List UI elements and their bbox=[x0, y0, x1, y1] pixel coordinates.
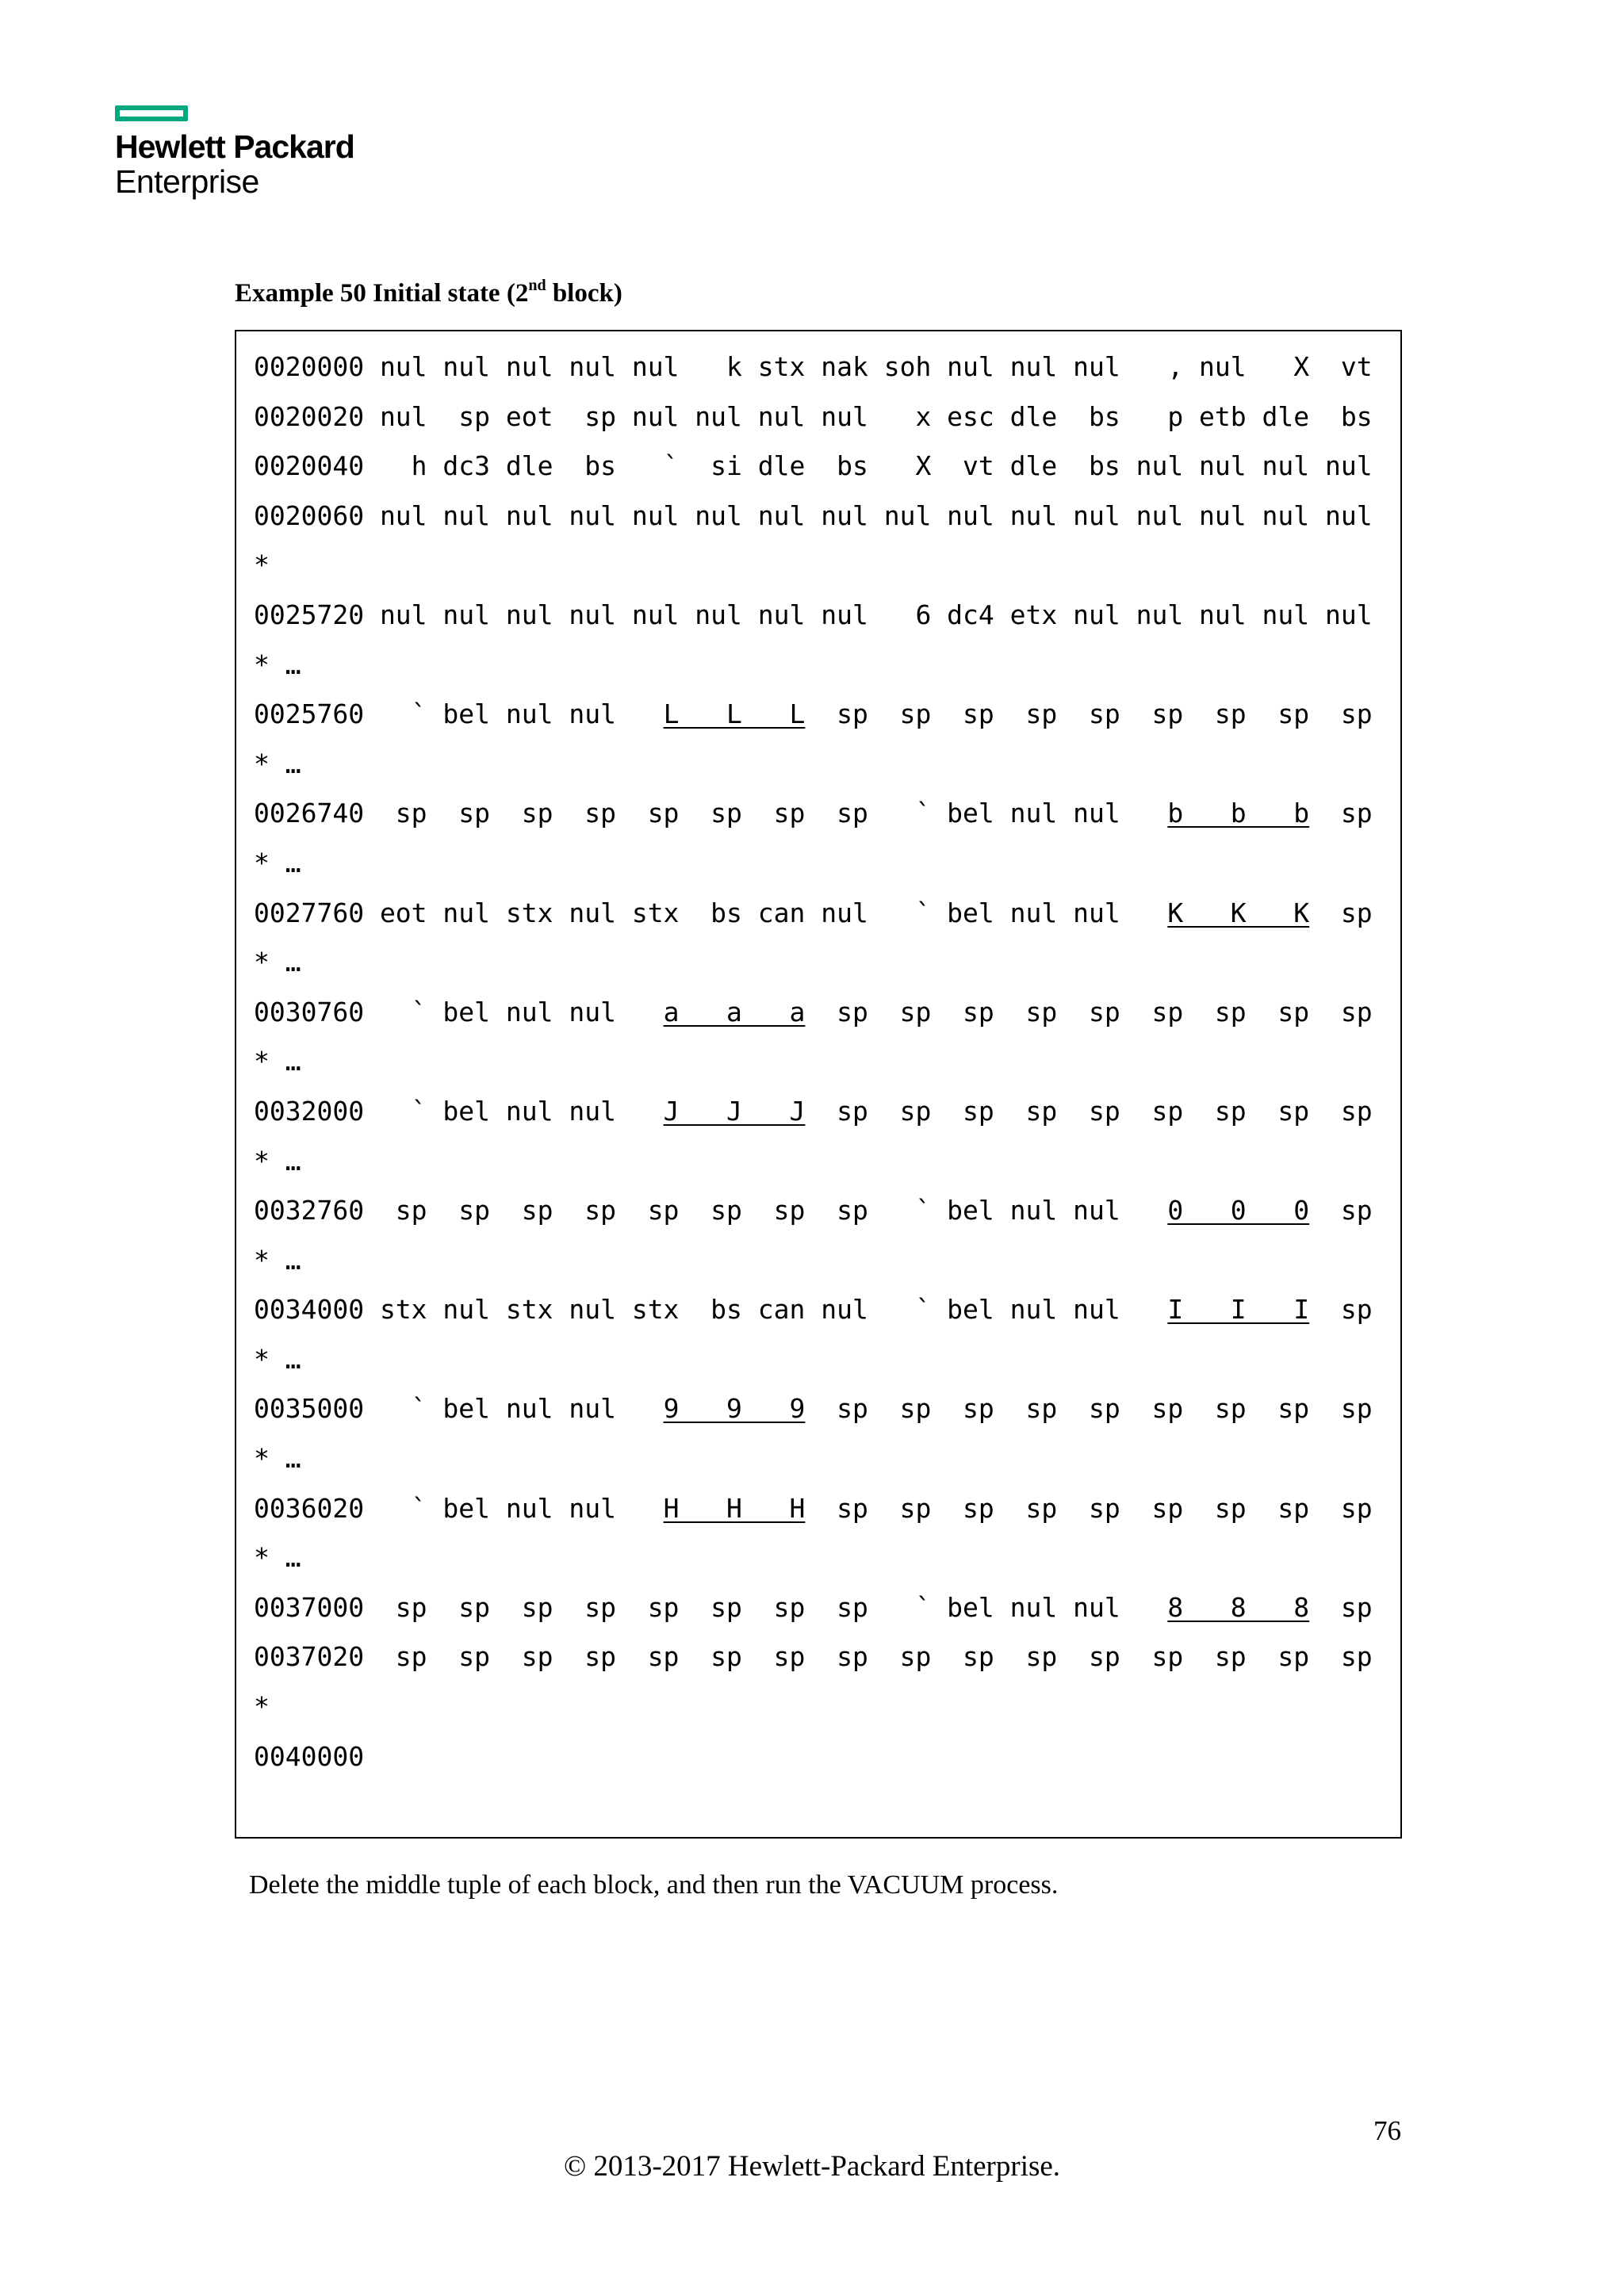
dump-underlined-segment: 8 8 8 bbox=[1167, 1591, 1310, 1623]
dump-segment: 0032760 sp sp sp sp sp sp sp sp ` bel nul nul bbox=[254, 1195, 1168, 1226]
dump-line bbox=[254, 342, 1373, 392]
dump-segment: 0037000 sp sp sp sp sp sp sp sp ` bel nul nul bbox=[254, 1591, 1168, 1623]
body-paragraph: Delete the middle tuple of each block, and then run the VACUUM process. bbox=[249, 1870, 1059, 1900]
hpe-logo bbox=[115, 105, 354, 199]
dump-line bbox=[254, 492, 1373, 541]
dump-line bbox=[254, 889, 1373, 939]
dump-segment: sp sp sp sp sp sp sp sp sp bbox=[805, 698, 1373, 730]
page-number: 76 bbox=[1373, 2115, 1401, 2146]
dump-line bbox=[254, 1087, 1373, 1137]
dump-segment: 0025720 nul nul nul nul nul nul nul nul 6 dc4 etx nul nul nul nul nul bbox=[254, 599, 1373, 630]
dump-line bbox=[254, 1186, 1373, 1236]
dump-underlined-segment: I I I bbox=[1167, 1294, 1310, 1326]
dump-underlined-segment: H H H bbox=[663, 1492, 806, 1524]
dump-segment: 0032000 ` bel nul nul bbox=[254, 1095, 664, 1127]
caption-superscript: nd bbox=[528, 277, 546, 294]
dump-segment: 0020020 nul sp eot sp nul nul nul nul x esc dle bs p etb dle bs bbox=[254, 400, 1373, 432]
dump-line bbox=[254, 740, 1373, 790]
dump-segment: * … bbox=[254, 1443, 301, 1475]
dump-line bbox=[254, 1037, 1373, 1087]
dump-segment: sp sp sp sp sp sp sp sp sp bbox=[805, 996, 1373, 1027]
dump-line bbox=[254, 1732, 1373, 1782]
dump-line bbox=[254, 789, 1373, 839]
dump-line bbox=[254, 1533, 1373, 1583]
dump-segment: 0035000 ` bel nul nul bbox=[254, 1393, 664, 1425]
dump-segment: * … bbox=[254, 1343, 301, 1375]
dump-line bbox=[254, 1583, 1373, 1633]
hpe-logo-bar-icon bbox=[115, 105, 188, 121]
dump-segment: * … bbox=[254, 1046, 301, 1077]
dump-segment: sp bbox=[1309, 1591, 1373, 1623]
dump-segment: * … bbox=[254, 947, 301, 978]
dump-segment: sp sp sp sp sp sp sp sp sp bbox=[805, 1492, 1373, 1524]
dump-segment: * … bbox=[254, 748, 301, 779]
dump-line bbox=[254, 1632, 1373, 1682]
dump-segment: * bbox=[254, 1691, 270, 1723]
dump-segment: 0037020 sp sp sp sp sp sp sp sp sp sp sp sp sp sp sp sp bbox=[254, 1641, 1373, 1673]
dump-line bbox=[254, 1137, 1373, 1187]
dump-line bbox=[254, 1335, 1373, 1385]
copyright-footer: © 2013-2017 Hewlett-Packard Enterprise. bbox=[563, 2150, 1061, 2183]
dump-segment: * … bbox=[254, 1542, 301, 1574]
dump-line bbox=[254, 690, 1373, 740]
logo-text-line2: Enterprise bbox=[115, 163, 259, 200]
dump-segment: 0020060 nul nul nul nul nul nul nul nul nul nul nul nul nul nul nul nul bbox=[254, 499, 1373, 531]
dump-segment: * … bbox=[254, 847, 301, 878]
dump-line bbox=[254, 1434, 1373, 1484]
caption-prefix: Example 50 Initial state (2 bbox=[235, 279, 529, 308]
dump-underlined-segment: L L L bbox=[663, 698, 806, 730]
dump-line bbox=[254, 392, 1373, 442]
dump-segment: * … bbox=[254, 649, 301, 680]
caption-suffix: block) bbox=[546, 279, 622, 308]
dump-segment: 0030760 ` bel nul nul bbox=[254, 996, 664, 1027]
dump-underlined-segment: a a a bbox=[663, 996, 806, 1027]
dump-line bbox=[254, 938, 1373, 988]
dump-segment: 0040000 bbox=[254, 1740, 365, 1772]
dump-segment: sp sp sp sp sp sp sp sp sp bbox=[805, 1095, 1373, 1127]
dump-segment: 0027760 eot nul stx nul stx bs can nul ` bel nul nul bbox=[254, 897, 1168, 928]
dump-segment: * … bbox=[254, 1244, 301, 1276]
dump-segment: sp bbox=[1309, 897, 1373, 928]
example-caption bbox=[235, 277, 622, 309]
dump-line bbox=[254, 442, 1373, 492]
dump-segment: sp bbox=[1309, 1195, 1373, 1226]
dump-segment: 0020040 h dc3 dle bs ` si dle bs X vt dle bs nul nul nul nul bbox=[254, 450, 1373, 482]
dump-segment: sp bbox=[1309, 1294, 1373, 1326]
dump-line bbox=[254, 591, 1373, 641]
dump-line bbox=[254, 1682, 1373, 1732]
dump-line bbox=[254, 541, 1373, 591]
dump-segment: sp sp sp sp sp sp sp sp sp bbox=[805, 1393, 1373, 1425]
dump-line bbox=[254, 988, 1373, 1038]
dump-segment: 0026740 sp sp sp sp sp sp sp sp ` bel nul nul bbox=[254, 798, 1168, 829]
dump-line bbox=[254, 839, 1373, 889]
hex-dump-box bbox=[235, 330, 1402, 1839]
hex-dump bbox=[254, 342, 1373, 1781]
dump-segment: 0020000 nul nul nul nul nul k stx nak soh nul nul nul , nul X vt bbox=[254, 351, 1373, 382]
dump-line bbox=[254, 1285, 1373, 1335]
dump-underlined-segment: 9 9 9 bbox=[663, 1393, 806, 1425]
dump-segment: 0036020 ` bel nul nul bbox=[254, 1492, 664, 1524]
dump-segment: sp bbox=[1309, 798, 1373, 829]
dump-line bbox=[254, 1384, 1373, 1434]
dump-line bbox=[254, 1484, 1373, 1534]
logo-text-line1: Hewlett Packard bbox=[115, 128, 354, 165]
dump-underlined-segment: J J J bbox=[663, 1095, 806, 1127]
dump-line bbox=[254, 641, 1373, 691]
dump-underlined-segment: K K K bbox=[1167, 897, 1310, 928]
dump-segment: 0034000 stx nul stx nul stx bs can nul ` bel nul nul bbox=[254, 1294, 1168, 1326]
dump-segment: * bbox=[254, 549, 270, 581]
dump-line bbox=[254, 1236, 1373, 1286]
dump-segment: 0025760 ` bel nul nul bbox=[254, 698, 664, 730]
dump-underlined-segment: 0 0 0 bbox=[1167, 1195, 1310, 1226]
dump-underlined-segment: b b b bbox=[1167, 798, 1310, 829]
dump-segment: * … bbox=[254, 1145, 301, 1177]
